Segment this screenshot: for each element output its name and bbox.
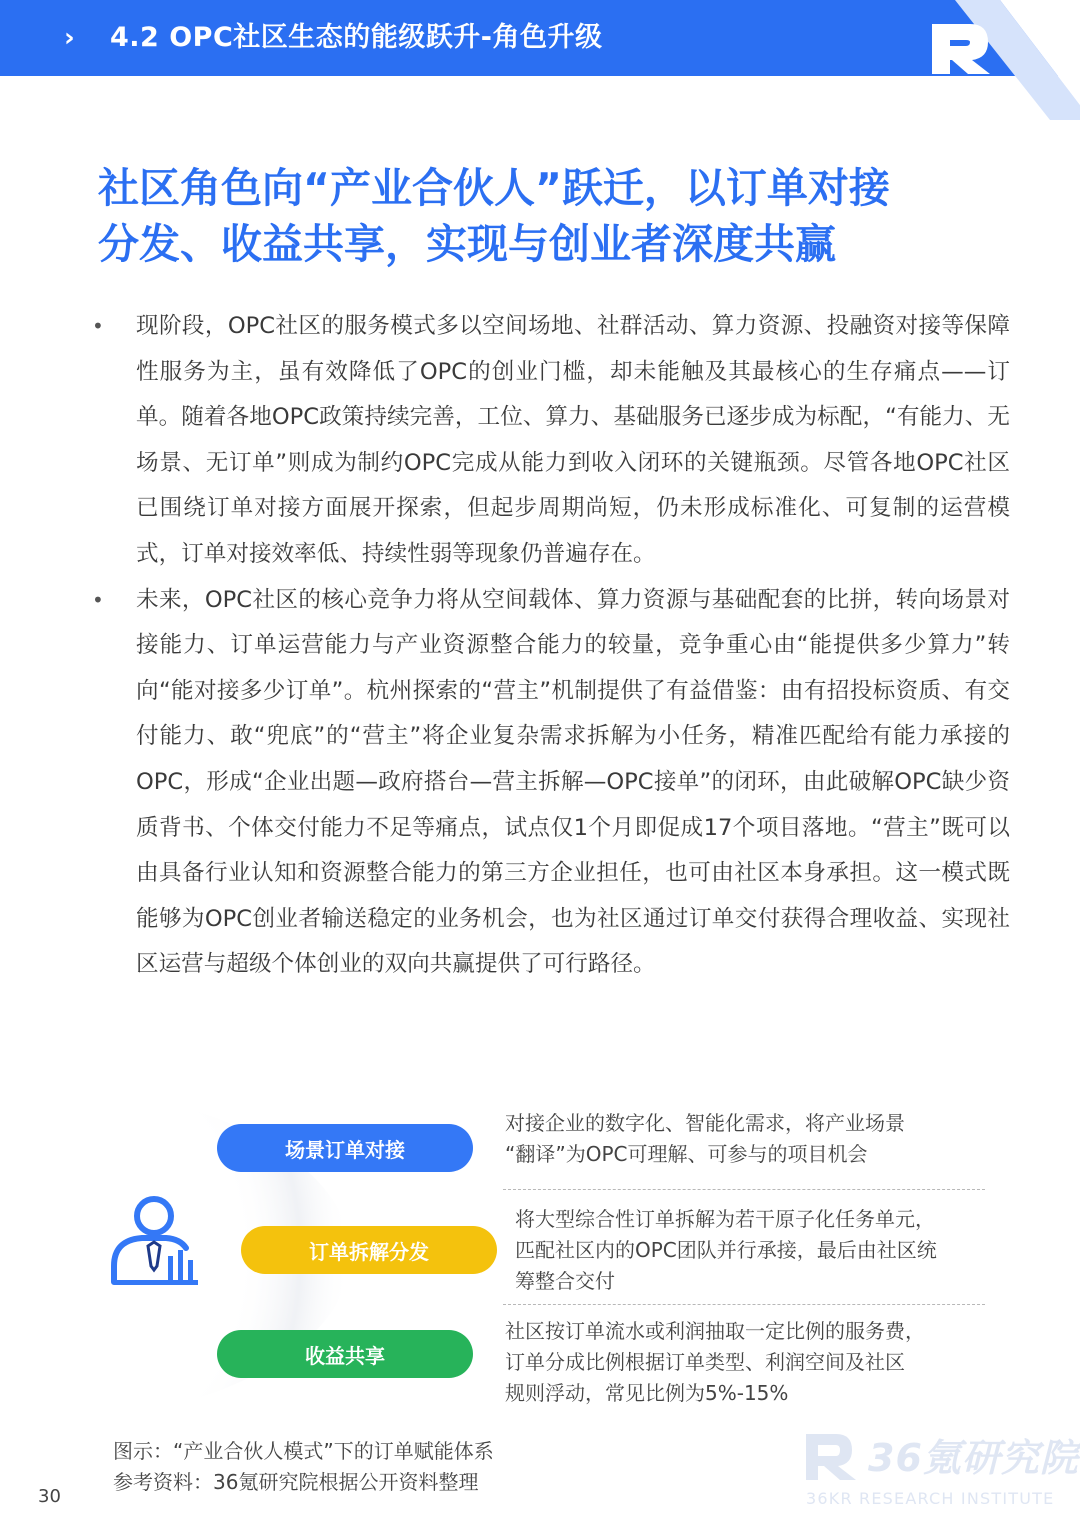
desc-order-split-distribution — [515, 1204, 1005, 1297]
headline-line-2: 分发、收益共享，实现与创业者深度共赢 — [98, 220, 836, 268]
bullet-text: 未来，OPC社区的核心竞争力将从空间载体、算力资源与基础配套的比拼，转向场景对接能力、订单运营能力与产业资源整合能力的较量，竞争重心由“能提供多少算力”转向“能对接多少订单”。杭州探索的“营主”机制提供了有益借鉴：由有招投标资质、有交付能力、敢“兜底”的“营主”将企业复杂需求拆解为小任务，精准匹配给有能力承接的OPC，形成“企业出题—政府搭台—营主拆解—OPC接单”的闭环，由此破解OPC缺少资质背书、个体交付能力不足等痛点，试点仅1个月即促成17个项目落地。“营主”既可以由具备行业认知和资源整合能力的第三方企业担任，也可由社区本身承担。这一模式既能够为OPC创业者输送稳定的业务机会，也为社区通过订单交付获得合理收益、实现社区运营与超级个体创业的双向共赢提供了可行路径。 — [136, 586, 1010, 978]
bullet-paragraph-future — [90, 578, 1010, 988]
desc-line: “翻译”为OPC可理解、可参与的项目机会 — [505, 1142, 868, 1166]
bullet-marker: • — [92, 314, 104, 338]
desc-line: 对接企业的数字化、智能化需求，将产业场景 — [505, 1111, 905, 1135]
watermark-name: 36氪研究院 — [868, 1436, 1079, 1480]
bullet-text: 现阶段，OPC社区的服务模式多以空间场地、社群活动、算力资源、投融资对接等保障性服务为主，虽有效降低了OPC的创业门槛，却未能触及其最核心的生存痛点——订单。随着各地OPC政策持续完善，工位、算力、基础服务已逐步成为标配，“有能力、无场景、无订单”则成为制约OPC完成从能力到收入闭环的关键瓶颈。尽管各地OPC社区已围绕订单对接方面展开探索，但起步周期尚短，仍未形成标准化、可复制的运营模式，订单对接效率低、持续性弱等现象仍普遍存在。 — [136, 313, 1010, 567]
headline-line-1: 社区角色向“产业合伙人”跃迁，以订单对接 — [98, 164, 890, 212]
desc-line: 订单分成比例根据订单类型、利润空间及社区 — [505, 1350, 905, 1374]
desc-line: 将大型综合性订单拆解为若干原子化任务单元， — [515, 1207, 935, 1231]
watermark-logo-icon — [804, 1432, 860, 1482]
desc-line: 筹整合交付 — [515, 1269, 615, 1293]
bullet-paragraph-current — [90, 304, 1010, 578]
section-title: 4.2 OPC社区生态的能级跃升-角色升级 — [110, 22, 603, 53]
source-caption: 参考资料：36氪研究院根据公开资料整理 — [113, 1470, 479, 1494]
dashed-divider — [503, 1304, 985, 1305]
dashed-divider — [503, 1189, 985, 1190]
desc-line: 社区按订单流水或利润抽取一定比例的服务费， — [505, 1319, 925, 1343]
page-headline — [98, 160, 998, 272]
order-empowerment-diagram — [100, 1090, 1020, 1420]
person-chart-icon — [108, 1194, 202, 1286]
page-number: 30 — [38, 1486, 61, 1507]
pill-order-split-distribution: 订单拆解分发 — [241, 1226, 497, 1274]
desc-revenue-sharing — [505, 1316, 995, 1409]
figure-caption: 图示：“产业合伙人模式”下的订单赋能体系 — [113, 1439, 494, 1463]
desc-line: 规则浮动，常见比例为5%-15% — [505, 1381, 789, 1405]
header-chevron-icon: › — [64, 23, 75, 53]
bullet-marker: • — [92, 587, 104, 612]
desc-scene-order-matching — [505, 1108, 995, 1170]
36kr-r-logo-icon — [932, 24, 990, 74]
desc-line: 匹配社区内的OPC团队并行承接，最后由社区统 — [515, 1238, 937, 1262]
body-bullet-list — [90, 304, 1010, 988]
pill-scene-order-matching: 场景订单对接 — [217, 1124, 473, 1172]
pill-revenue-sharing: 收益共享 — [217, 1330, 473, 1378]
watermark-subtitle: 36KR RESEARCH INSTITUTE — [806, 1489, 1055, 1508]
